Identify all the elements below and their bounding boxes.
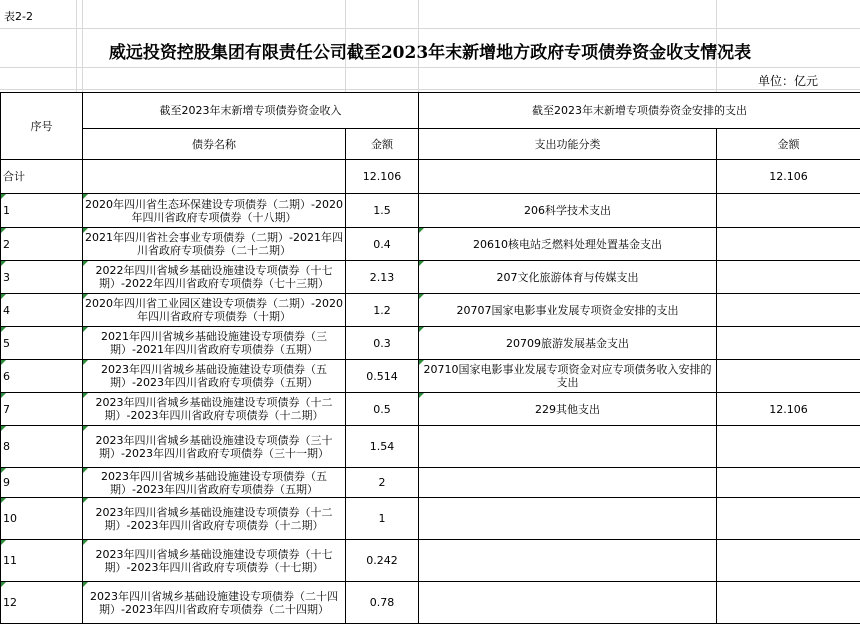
row-amount2	[717, 194, 860, 228]
table-row	[1, 540, 860, 582]
row-seq: 7	[1, 393, 83, 426]
row-amount: 0.514	[346, 360, 419, 393]
row-amount2	[717, 498, 860, 540]
row-amount2	[717, 540, 860, 582]
row-amount: 0.3	[346, 327, 419, 360]
row-category: 20710国家电影事业发展专项资金对应专项债务收入安排的支出	[423, 363, 712, 389]
bond-name: 2023年四川省城乡基础设施建设专项债券（十二期）-2023年四川省政府专项债券（十二期）	[95, 505, 333, 532]
table-row	[1, 393, 860, 426]
row-seq: 5	[1, 327, 83, 360]
amount-header: 金额	[346, 129, 419, 160]
row-amount: 0.5	[346, 393, 419, 426]
row-category	[419, 540, 717, 582]
row-amount: 1	[346, 498, 419, 540]
row-amount2	[717, 582, 860, 624]
row-category	[419, 582, 717, 624]
total-row	[1, 160, 860, 194]
bond-name-header: 债券名称	[83, 129, 346, 160]
seq-header: 序号	[1, 93, 83, 160]
bond-funds-table	[0, 92, 860, 624]
total-income: 12.106	[346, 160, 419, 194]
row-amount: 1.2	[346, 294, 419, 327]
row-seq: 6	[1, 360, 83, 393]
row-category: 206科学技术支出	[419, 194, 717, 228]
table-row	[1, 498, 860, 540]
total-expense: 12.106	[717, 160, 860, 194]
category-header: 支出功能分类	[419, 129, 717, 160]
table-row	[1, 228, 860, 261]
bond-name: 2022年四川省城乡基础设施建设专项债券（十七期）-2022年四川省政府专项债券（七十三期）	[95, 264, 333, 290]
total-label: 合计	[1, 160, 83, 194]
row-seq: 2	[1, 228, 83, 261]
row-category: 229其他支出	[419, 393, 717, 426]
row-amount2	[717, 468, 860, 498]
row-amount2	[717, 327, 860, 360]
table-row	[1, 582, 860, 624]
bond-name: 2021年四川省城乡基础设施建设专项债券（三期）-2021年四川省政府专项债券（五期）	[101, 330, 327, 356]
table-row	[1, 360, 860, 393]
row-amount2	[717, 261, 860, 294]
table-row	[1, 294, 860, 327]
table-row	[1, 426, 860, 468]
income-group-header: 截至2023年末新增专项债券资金收入	[83, 93, 419, 129]
row-amount: 2	[346, 468, 419, 498]
row-seq: 10	[1, 498, 83, 540]
row-category	[419, 468, 717, 498]
bond-name: 2023年四川省城乡基础设施建设专项债券（三十期）-2023年四川省政府专项债券（三十一期）	[95, 433, 333, 460]
page-title: 威远投资控股集团有限责任公司截至2023年末新增地方政府专项债券资金收支情况表	[108, 43, 752, 63]
row-seq: 12	[1, 582, 83, 624]
row-amount: 2.13	[346, 261, 419, 294]
amount2-header: 金额	[717, 129, 860, 160]
row-category: 20610核电站乏燃料处理处置基金支出	[419, 228, 717, 261]
bond-name: 2023年四川省城乡基础设施建设专项债券（十二期）-2023年四川省政府专项债券（十二期）	[95, 396, 333, 422]
table-row	[1, 261, 860, 294]
bond-name: 2021年四川省社会事业专项债券（二期）-2021年四川省政府专项债券（二十二期）	[85, 231, 343, 257]
row-seq: 8	[1, 426, 83, 468]
unit-label: 单位：亿元	[757, 74, 818, 88]
bond-name: 2020年四川省生态环保建设专项债券（二期）-2020年四川省政府专项债券（十八期）	[85, 197, 343, 224]
row-category	[419, 498, 717, 540]
sheet-label: 表2-2	[4, 10, 33, 23]
table-row	[1, 327, 860, 360]
row-amount: 0.78	[346, 582, 419, 624]
row-category: 20707国家电影事业发展专项资金安排的支出	[419, 294, 717, 327]
row-category: 20709旅游发展基金支出	[419, 327, 717, 360]
table-row	[1, 194, 860, 228]
bond-name: 2023年四川省城乡基础设施建设专项债券（五期）-2023年四川省政府专项债券（五期）	[101, 469, 327, 496]
row-amount2	[717, 360, 860, 393]
row-seq: 1	[1, 194, 83, 228]
expense-group-header: 截至2023年末新增专项债券资金安排的支出	[419, 93, 860, 129]
row-amount2	[717, 294, 860, 327]
bond-name: 2023年四川省城乡基础设施建设专项债券（二十四期）-2023年四川省政府专项债券（二十四期）	[90, 589, 338, 616]
header-row-2	[1, 129, 860, 160]
row-category: 207文化旅游体育与传媒支出	[419, 261, 717, 294]
row-amount2: 12.106	[717, 393, 860, 426]
row-seq: 11	[1, 540, 83, 582]
bond-name: 2023年四川省城乡基础设施建设专项债券（十七期）-2023年四川省政府专项债券（十七期）	[95, 547, 333, 574]
row-seq: 9	[1, 468, 83, 498]
row-amount2	[717, 228, 860, 261]
row-amount: 0.4	[346, 228, 419, 261]
row-seq: 4	[1, 294, 83, 327]
row-amount: 1.5	[346, 194, 419, 228]
header-row-1	[1, 93, 860, 129]
row-amount2	[717, 426, 860, 468]
row-category	[419, 426, 717, 468]
row-seq: 3	[1, 261, 83, 294]
bond-name: 2023年四川省城乡基础设施建设专项债券（五期）-2023年四川省政府专项债券（五期）	[101, 363, 327, 389]
row-amount: 0.242	[346, 540, 419, 582]
table-row	[1, 468, 860, 498]
row-amount: 1.54	[346, 426, 419, 468]
bond-name: 2020年四川省工业园区建设专项债券（二期）-2020年四川省政府专项债券（十期）	[85, 297, 343, 323]
